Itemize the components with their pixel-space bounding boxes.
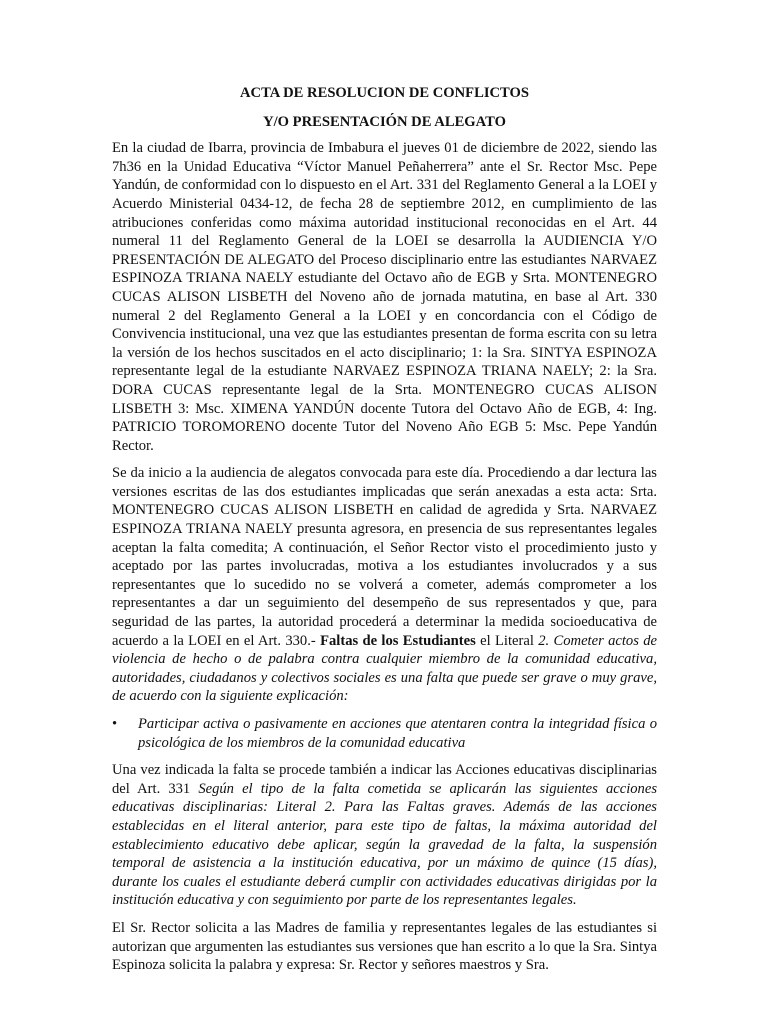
document-page — [112, 84, 657, 984]
faltas-heading: Faltas de los Estudiantes — [320, 632, 476, 649]
paragraph-opening: En la ciudad de Ibarra, provincia de Imbabura el jueves 01 de diciembre de 2022, siendo las 7h36 en la Unidad Educativa “Víctor Manuel Peñaherrera” ante el Sr. Rector Msc. Pepe Yandún, de conformidad con lo dispuesto en el Art. 331 del Reglamento General a la LOEI y Acuerdo Ministerial 0434-12, de fecha 28 de septiembre 2012, en cumplimiento de las atribuciones conferidas como máxima autoridad institucional reconocidas en el Art. 44 numeral 11 del Reglamento General de la LOEI se desarrolla la AUDIENCIA Y/O PRESENTACIÓN DE ALEGATO del Proceso disciplinario entre las estudiantes NARVAEZ ESPINOZA TRIANA NAELY estudiante del Octavo año de EGB y Srta. MONTENEGRO CUCAS ALISON LISBETH del Noveno año de jornada matutina, en base al Art. 330 numeral 2 del Reglamento General a la LOEI y en concordancia con el Código de Convivencia institucional, una vez que las estudiantes presentan de forma escrita con su letra la versión de los hechos suscitados en el acto disciplinario; 1: la Sra. SINTYA ESPINOZA representante legal de la estudiante NARVAEZ ESPINOZA TRIANA NAELY; 2: la Sra. DORA CUCAS representante legal de la Srta. MONTENEGRO CUCAS ALISON LISBETH 3: Msc. XIMENA YANDÚN docente Tutora del Octavo Año de EGB, 4: Ing. PATRICIO TOROMORENO docente Tutor del Noveno Año EGB 5: Msc. Pepe Yandún Rector. — [112, 140, 657, 454]
list-item — [112, 715, 657, 752]
actions-quote: Según el tipo de la falta cometida se aplicarán las siguientes acciones educativas disciplinarias: Literal 2. Para las Faltas graves. Además de las acciones establecidas en el literal anterior, para este tipo de faltas, la máxima autoridad del establecimiento educativo debe aplicar, según la gravedad de la falta, la suspensión temporal de asistencia a la institución educativa, por un máximo de quince (15 días), durante los cuales el estudiante deberá cumplir con actividades educativas dirigidas por la institución educativa y con seguimiento por parte de los representantes legales. — [112, 780, 657, 909]
bullet-icon: • — [112, 716, 118, 732]
bullet-list — [112, 715, 657, 752]
literal-quote: 2. Cometer actos de violencia de hecho o de palabra contra cualquier miembro de la comunidad educativa, autoridades, ciudadanos y colectivos sociales es una falta que puede ser grave o muy grave, de acuerdo con la siguiente explicación: — [112, 632, 657, 705]
paragraph-actions-text: Una vez indicada la falta se procede también a indicar las Acciones educativas disciplinarias del Art. 331 — [112, 762, 657, 797]
paragraph-hearing-text: Se da inicio a la audiencia de alegatos convocada para este día. Procediendo a dar lectura las versiones escritas de las dos estudiantes implicadas que serán anexadas a esta acta: Srta. MONTENEGRO CUCAS ALISON LISBETH en calidad de agredida y Srta. NARVAEZ ESPINOZA TRIANA NAELY presunta agresora, en presencia de sus representantes legales aceptan la falta comedita; A continuación, el Señor Rector visto el procedimiento justo y aceptado por las partes involucradas, motiva a los estudiantes involucrados y a sus representantes que lo sucedido no se volverá a cometer, además comprometer a los representantes a dar un seguimiento del desempeño de sus representados y que, para seguridad de las partes, la autoridad procederá a determinar la medida socioeducativa de acuerdo a la LOEI en el Art. 330.- — [112, 465, 657, 649]
paragraph-actions — [112, 761, 657, 910]
bullet-text: Participar activa o pasivamente en acciones que atentaren contra la integridad física o psicológica de los miembros de la comunidad educativa — [138, 716, 657, 751]
document-subtitle: Y/O PRESENTACIÓN DE ALEGATO — [263, 113, 506, 130]
document-title: ACTA DE RESOLUCION DE CONFLICTOS — [240, 85, 529, 101]
paragraph-hearing — [112, 464, 657, 706]
literal-text: el Literal — [475, 632, 539, 649]
paragraph-rector: El Sr. Rector solicita a las Madres de familia y representantes legales de las estudiantes si autorizan que argumenten las estudiantes sus versiones que han escrito a lo que la Sra. Sintya Espinoza solicita la palabra y expresa: Sr. Rector y señores maestros y Sra. — [112, 919, 657, 974]
